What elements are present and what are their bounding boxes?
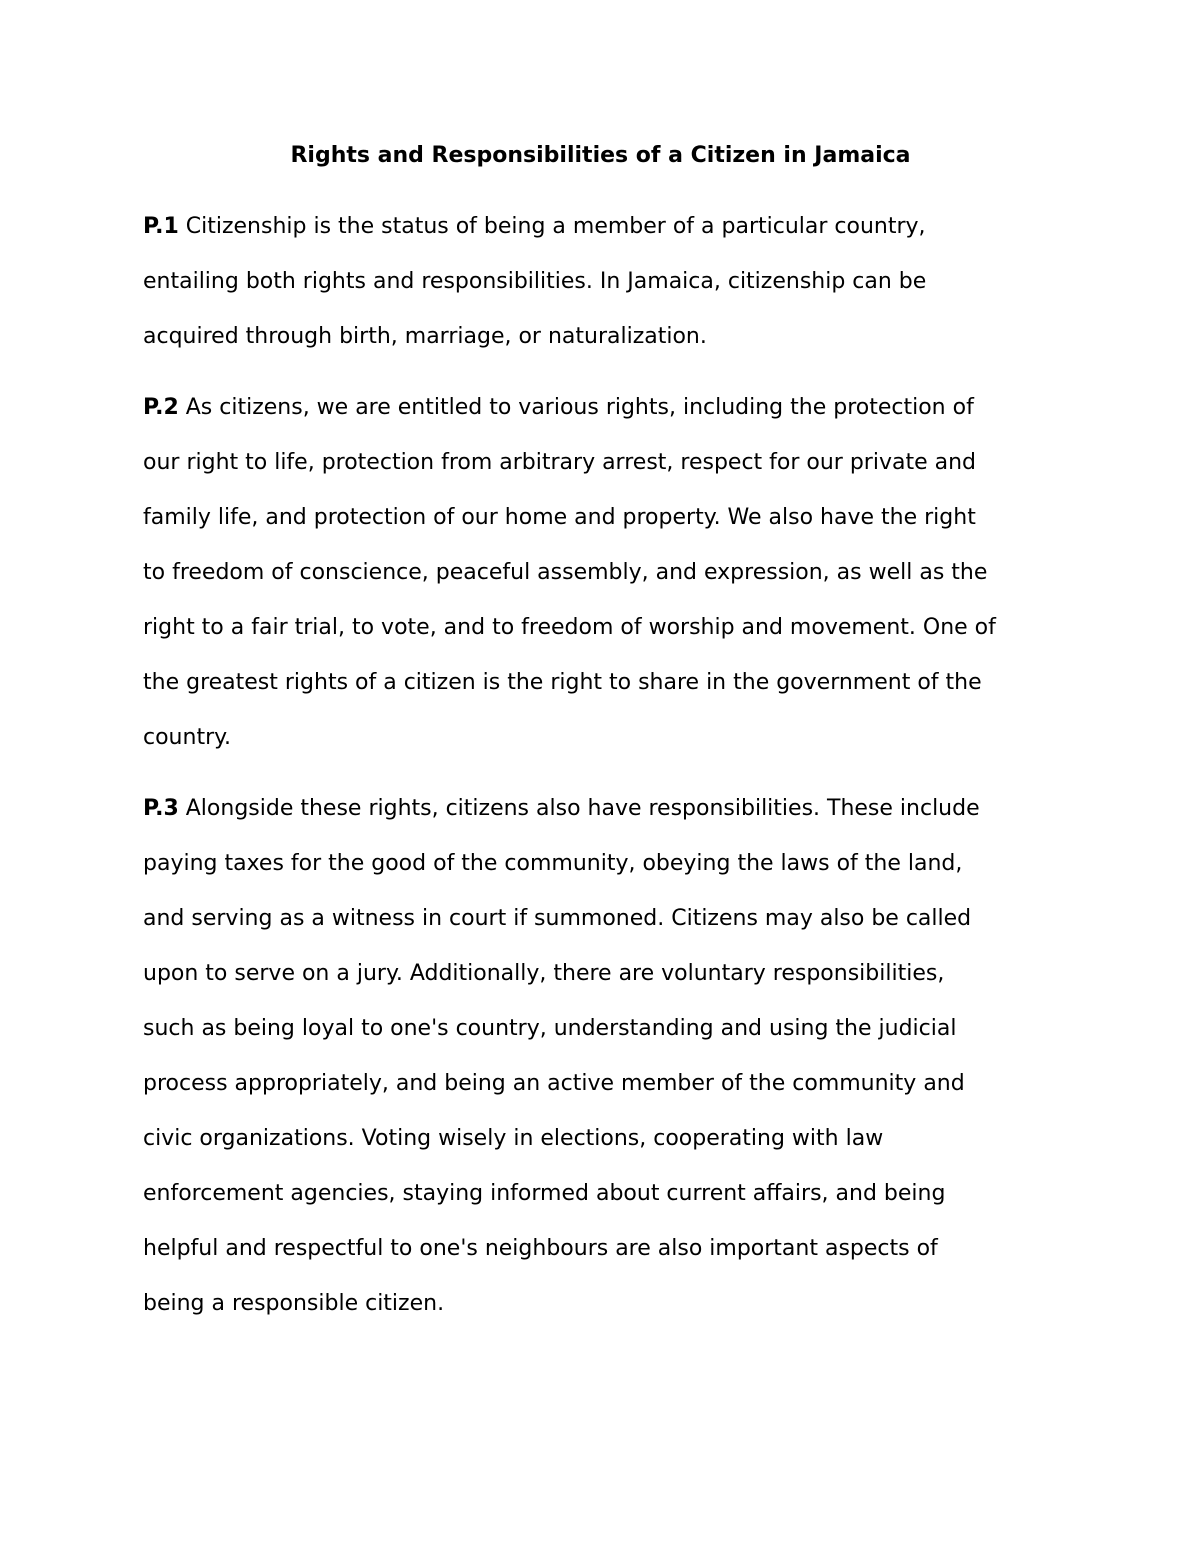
paragraph-line: the greatest rights of a citizen is the right to share in the government of the xyxy=(143,670,982,695)
paragraph-3 xyxy=(143,781,1058,1331)
paragraph-label: P.1 xyxy=(143,214,179,239)
paragraph-line: process appropriately, and being an active member of the community and xyxy=(143,1071,965,1096)
paragraph-label: P.2 xyxy=(143,395,179,420)
paragraph-line xyxy=(143,781,1058,836)
paragraph-text: Alongside these rights, citizens also have responsibilities. These include xyxy=(185,796,980,821)
paragraph-line: enforcement agencies, staying informed about current affairs, and being xyxy=(143,1181,946,1206)
document-title: Rights and Responsibilities of a Citizen in Jamaica xyxy=(290,143,911,168)
paragraph-line: country. xyxy=(143,725,231,750)
paragraph-line: such as being loyal to one's country, understanding and using the judicial xyxy=(143,1016,957,1041)
paragraph-line: our right to life, protection from arbitrary arrest, respect for our private and xyxy=(143,450,977,475)
document-body xyxy=(143,138,1058,1331)
paragraph-line xyxy=(143,199,1058,254)
paragraph-line: civic organizations. Voting wisely in elections, cooperating with law xyxy=(143,1126,884,1151)
paragraph-line: upon to serve on a jury. Additionally, there are voluntary responsibilities, xyxy=(143,961,945,986)
paragraph-line: being a responsible citizen. xyxy=(143,1291,445,1316)
paragraph-text: As citizens, we are entitled to various rights, including the protection of xyxy=(185,395,974,420)
paragraph-line: acquired through birth, marriage, or naturalization. xyxy=(143,324,707,349)
paragraph-text: Citizenship is the status of being a member of a particular country, xyxy=(185,214,926,239)
paragraph-line: family life, and protection of our home and property. We also have the right xyxy=(143,505,976,530)
paragraph-line: helpful and respectful to one's neighbours are also important aspects of xyxy=(143,1236,938,1261)
paragraph-1 xyxy=(143,199,1058,364)
paragraph-2 xyxy=(143,380,1058,765)
paragraph-line: and serving as a witness in court if summoned. Citizens may also be called xyxy=(143,906,972,931)
paragraph-line: to freedom of conscience, peaceful assembly, and expression, as well as the xyxy=(143,560,988,585)
paragraph-line: right to a fair trial, to vote, and to freedom of worship and movement. One of xyxy=(143,615,996,640)
paragraph-line xyxy=(143,380,1058,435)
paragraph-line: entailing both rights and responsibilities. In Jamaica, citizenship can be xyxy=(143,269,927,294)
paragraph-line: paying taxes for the good of the community, obeying the laws of the land, xyxy=(143,851,963,876)
paragraph-label: P.3 xyxy=(143,796,179,821)
